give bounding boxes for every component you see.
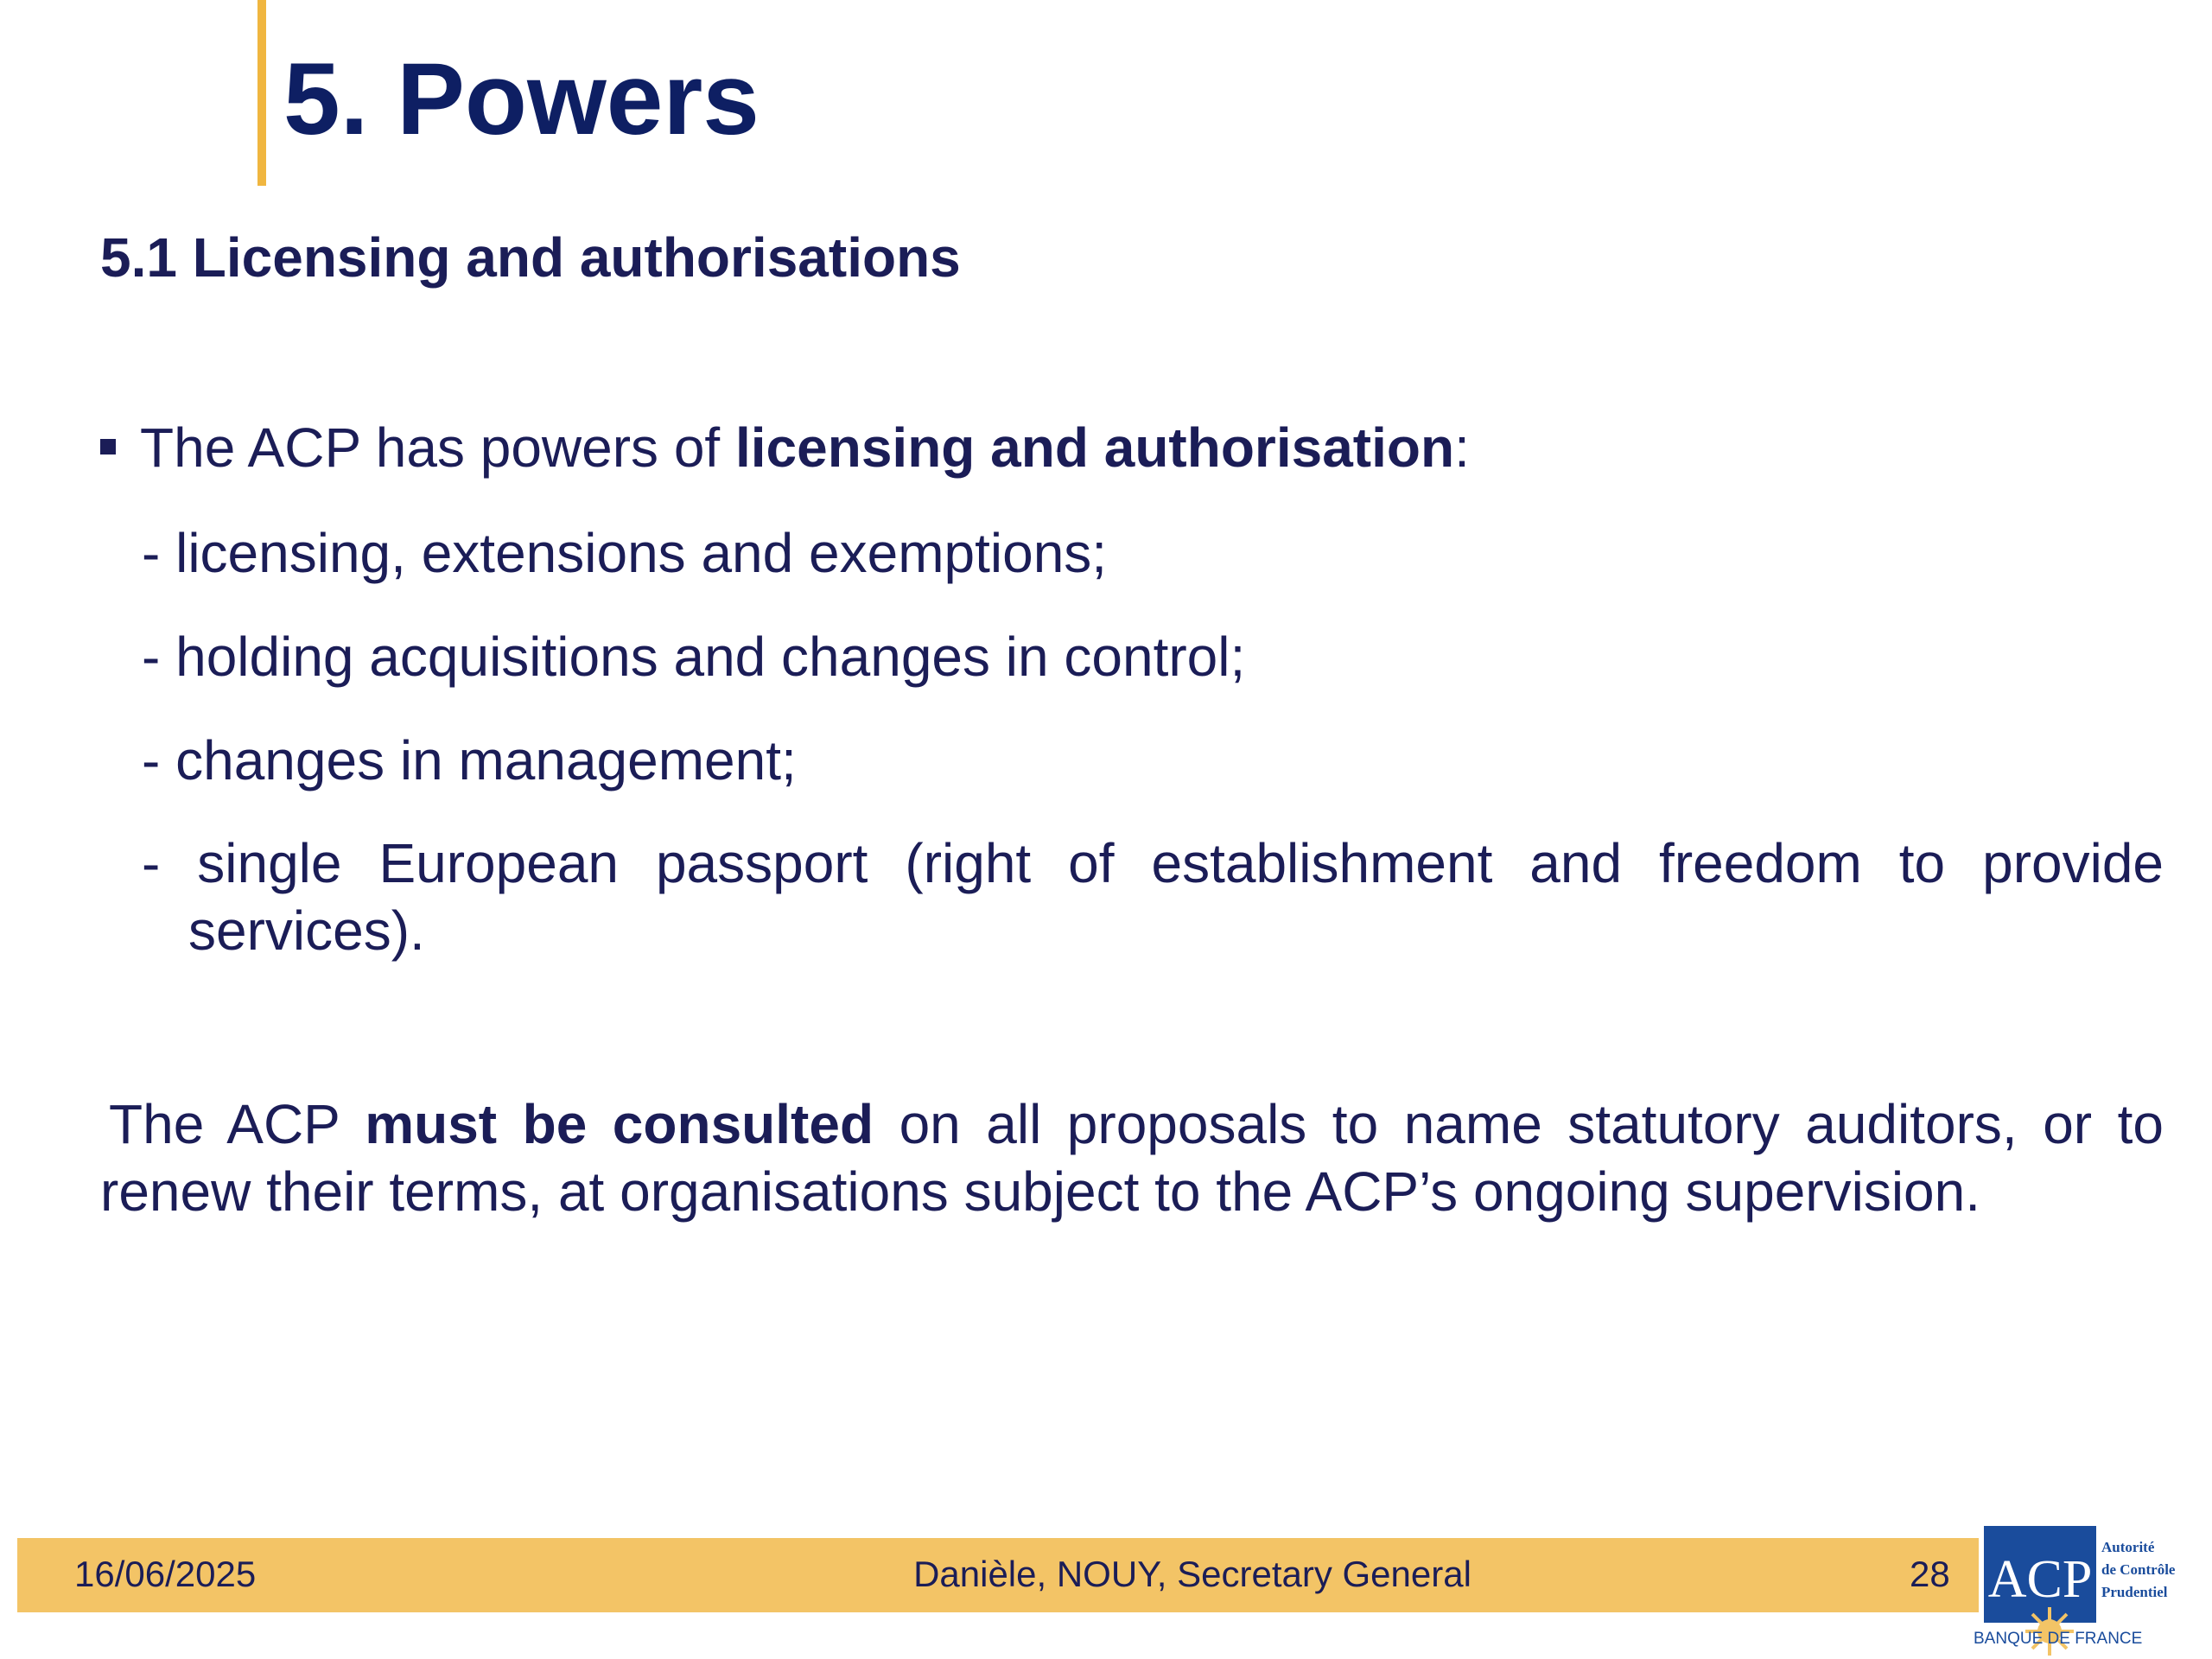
logo-line-1: Autorité <box>2101 1539 2155 1555</box>
logo-line-3: Prudentiel <box>2101 1584 2168 1600</box>
section-heading: 5.1 Licensing and authorisations <box>100 226 961 289</box>
acp-logo <box>1970 1521 2203 1659</box>
bullet-item-powers <box>100 413 1470 482</box>
paragraph-line-1 <box>100 1090 2164 1158</box>
consultation-paragraph <box>100 1090 2164 1225</box>
acp-logo-graphic <box>1970 1521 2203 1659</box>
sub-item-management: - changes in management; <box>142 729 797 791</box>
paragraph-emphasis-text: must be consulted <box>365 1093 874 1155</box>
paragraph-line1-trail: on all proposals to name statutory auditors, or to <box>874 1093 2164 1155</box>
slide-title: 5. Powers <box>283 42 760 156</box>
footer-date: 16/06/2025 <box>74 1554 257 1594</box>
sub-item-licensing: - licensing, extensions and exemptions; <box>142 522 1108 584</box>
logo-acronym: ACP <box>1987 1550 2093 1609</box>
logo-parent: BANQUE DE FRANCE <box>1974 1630 2143 1648</box>
passport-line-2: services). <box>188 899 425 962</box>
square-bullet-icon <box>100 439 116 454</box>
footer-presenter: Danièle, NOUY, Secretary General <box>913 1554 1471 1594</box>
footer-page-number: 28 <box>1910 1554 1950 1594</box>
logo-line-2: de Contrôle <box>2101 1561 2176 1578</box>
sub-item-european-passport <box>142 830 2164 964</box>
bullet-trail-text: : <box>1454 416 1470 479</box>
paragraph-line-2: renew their terms, at organisations subject to the ACP’s ongoing supervision. <box>100 1160 1980 1223</box>
bullet-lead-text: The ACP has powers of <box>140 416 735 479</box>
passport-line-1: - single European passport (right of establishment and freedom to provide <box>142 832 2164 894</box>
paragraph-lead-text: The ACP <box>109 1093 365 1155</box>
bullet-emphasis-text: licensing and authorisation <box>734 416 1455 479</box>
title-accent-bar <box>257 0 266 186</box>
sub-item-holding-acquisitions: - holding acquisitions and changes in control; <box>142 626 1246 688</box>
